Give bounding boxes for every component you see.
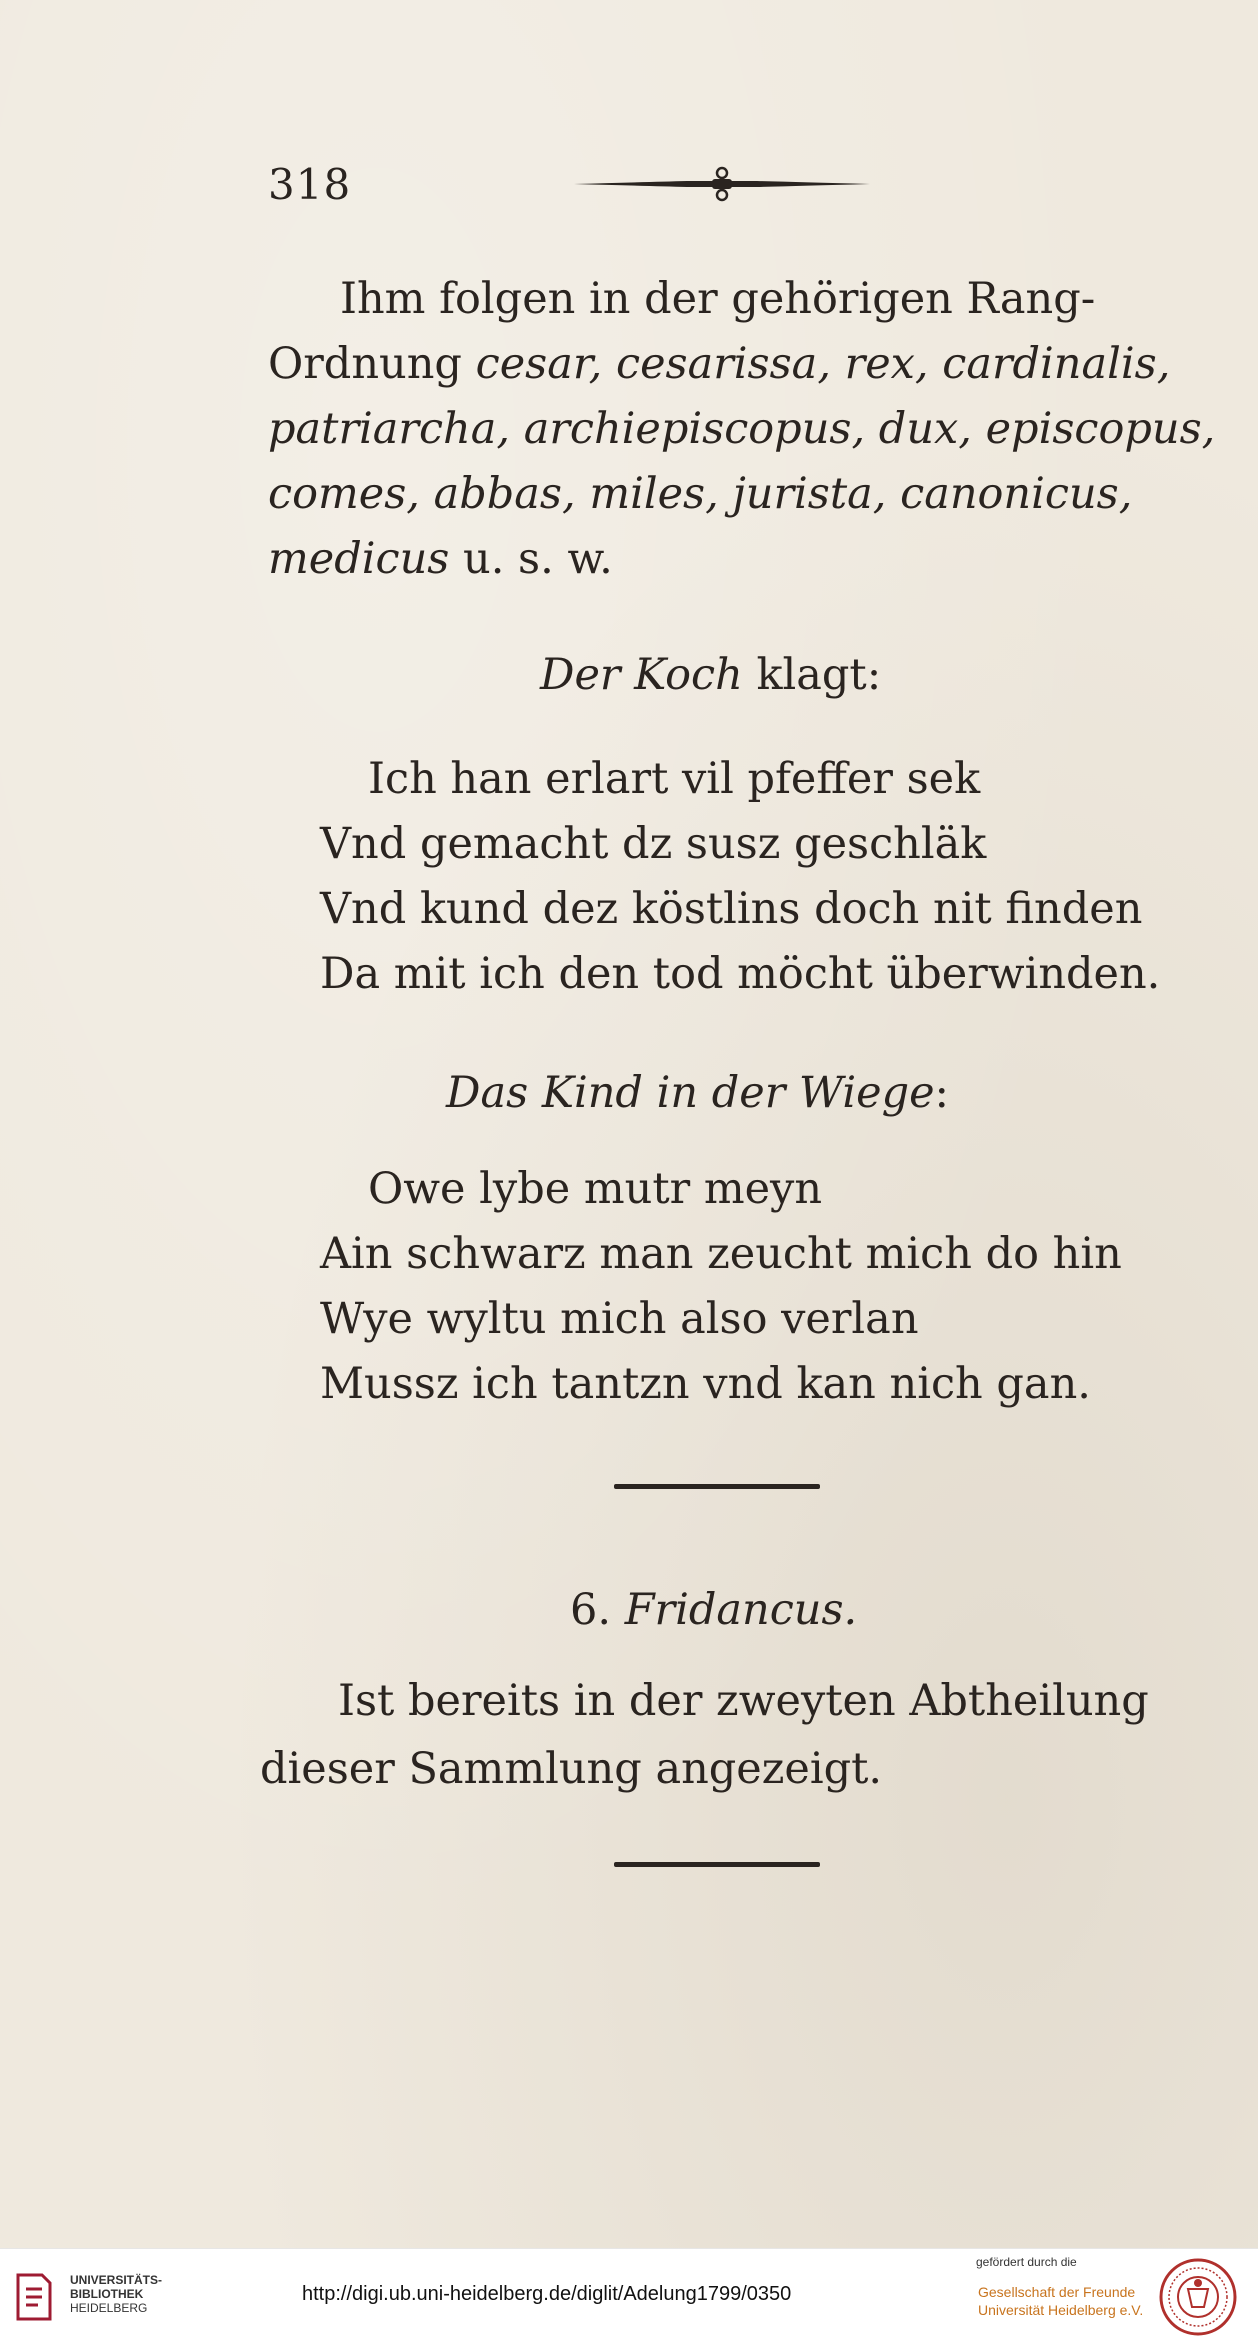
source-url-link[interactable]: http://digi.ub.uni-heidelberg.de/diglit/Adelung1799/0350 xyxy=(302,2283,792,2305)
kind-heading xyxy=(446,1068,949,1118)
kind-heading-plain: : xyxy=(934,1068,950,1118)
logo-line: UNIVERSITÄTS- xyxy=(70,2273,163,2287)
intro-line-part: Ihm folgen in der gehörigen Rang- xyxy=(340,274,1096,324)
kind-verse-line: Mussz ich tantzn vnd kan nich gan. xyxy=(320,1359,1091,1409)
society-name xyxy=(978,2283,1143,2319)
intro-line xyxy=(268,339,1171,389)
university-seal-icon xyxy=(1158,2257,1238,2337)
koch-heading xyxy=(540,650,881,700)
page-number: 318 xyxy=(268,160,352,209)
kind-verse-line: Owe lybe mutr meyn xyxy=(368,1164,823,1214)
kind-verse-line: Ain schwarz man zeucht mich do hin xyxy=(320,1229,1122,1279)
library-logo-icon xyxy=(12,2271,56,2323)
koch-verse-line: Vnd kund dez köstlins doch nit finden xyxy=(320,884,1143,934)
end-divider xyxy=(614,1862,820,1867)
intro-line-part: patriarcha, archiepiscopus, dux, episcopus, xyxy=(268,404,1216,454)
intro-line-part: medicus xyxy=(268,534,450,584)
funded-by-label: gefördert durch die xyxy=(976,2255,1077,2269)
section-text-line: Ist bereits in der zweyten Abtheilung xyxy=(338,1676,1149,1726)
intro-line-part: Ordnung xyxy=(268,339,476,389)
intro-line xyxy=(340,274,1096,324)
kind-heading-italic: Das Kind in der Wiege xyxy=(446,1068,935,1118)
intro-line-part: comes, abbas, miles, jurista, canonicus, xyxy=(268,469,1133,519)
intro-line xyxy=(268,404,1216,454)
koch-verse-line: Ich han erlart vil pfeffer sek xyxy=(368,754,981,804)
section-divider xyxy=(614,1484,820,1489)
header-ornament xyxy=(572,165,872,205)
logo-line: HEIDELBERG xyxy=(70,2301,148,2315)
section-number: 6. xyxy=(570,1585,612,1635)
koch-verse-line: Da mit ich den tod möcht überwinden. xyxy=(320,949,1161,999)
koch-heading-italic: Der Koch xyxy=(540,650,743,700)
society-line: Universität Heidelberg e.V. xyxy=(978,2302,1144,2318)
section-title: Fridancus. xyxy=(624,1585,858,1635)
intro-line xyxy=(268,469,1133,519)
koch-verse-line: Vnd gemacht dz susz geschläk xyxy=(320,819,987,869)
intro-line-part: u. s. w. xyxy=(449,534,613,584)
kind-verse-line: Wye wyltu mich also verlan xyxy=(320,1294,919,1344)
logo-line: BIBLIOTHEK xyxy=(70,2287,144,2301)
footer-bar xyxy=(0,2248,1258,2340)
intro-line-part: cesar, cesarissa, rex, cardinalis, xyxy=(475,339,1171,389)
intro-line xyxy=(268,534,613,584)
society-line: Gesellschaft der Freunde xyxy=(978,2284,1136,2300)
koch-heading-plain: klagt: xyxy=(742,650,882,700)
library-logo-text xyxy=(70,2273,162,2315)
section-text-line: dieser Sammlung angezeigt. xyxy=(260,1744,883,1794)
section-heading xyxy=(570,1585,857,1635)
